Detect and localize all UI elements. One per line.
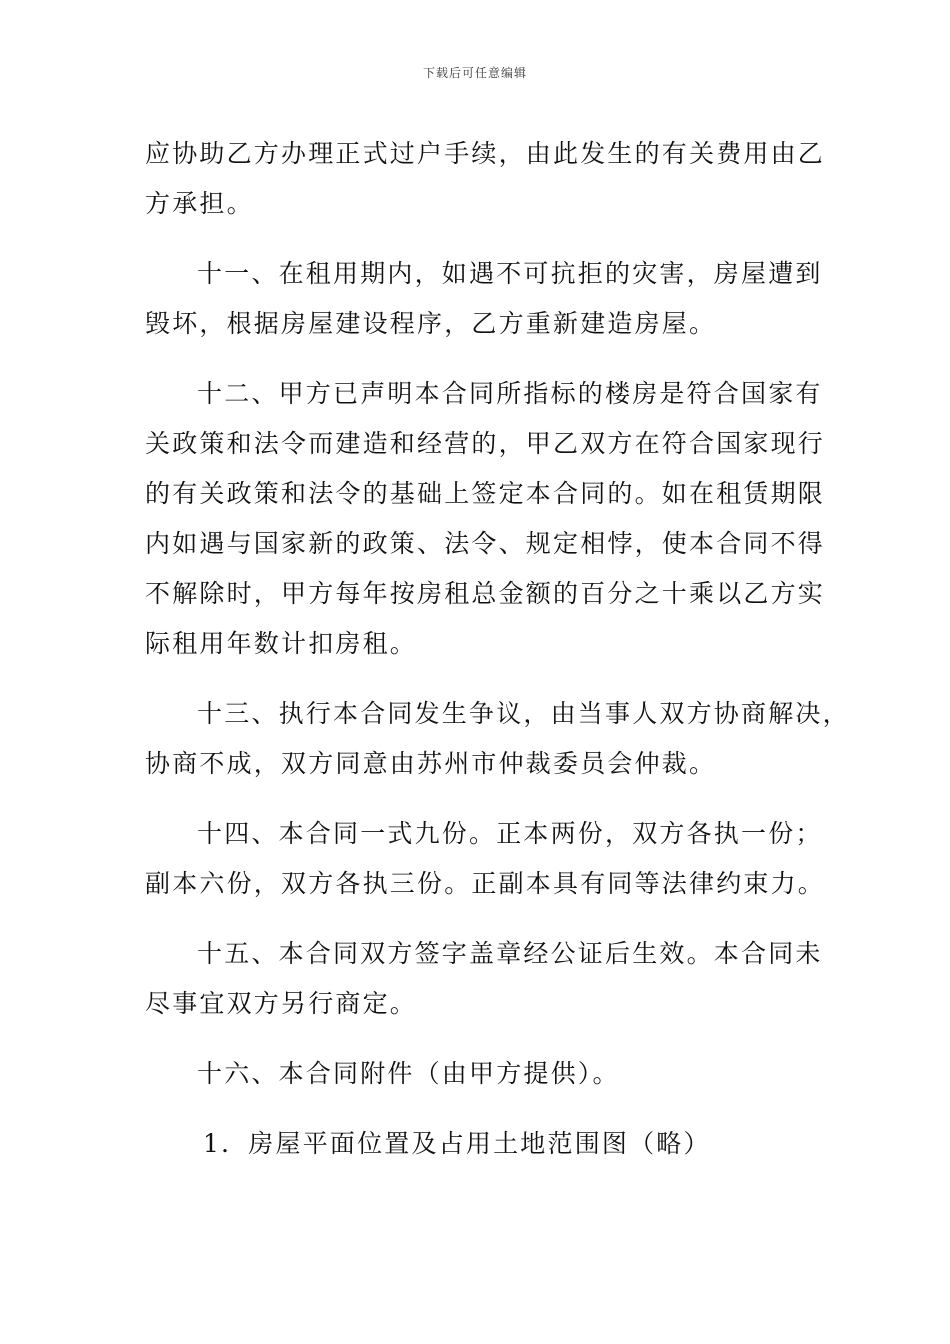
paragraph-continuation [145,129,826,229]
clause-12 [145,369,826,669]
text-line: 应协助乙方办理正式过户手续，由此发生的有关费用由乙 [145,139,826,168]
page-header: 下载后可任意编辑 [422,66,527,80]
text-line: 十四、本合同一式九份。正本两份，双方各执一份； [197,819,823,848]
text-line: 十五、本合同双方签字盖章经公证后生效。本合同未 [197,939,823,968]
text-line: 十一、在租用期内，如遇不可抗拒的灾害，房屋遭到 [197,259,823,288]
text-line: 副本六份，双方各执三份。正副本具有同等法律约束力。 [145,869,826,898]
text-line: 十三、执行本合同发生争议，由当事人双方协商解决， [197,699,850,728]
clause-15 [145,929,823,1029]
text-line: 的有关政策和法令的基础上签定本合同的。如在租赁期限 [145,479,826,508]
attachment-item-1 [145,1119,810,1169]
text-line: 毁坏，根据房屋建设程序，乙方重新建造房屋。 [145,309,717,338]
text-line: 际租用年数计扣房租。 [145,629,418,658]
document-body [145,129,850,1189]
clause-13 [145,689,850,789]
text-line: 内如遇与国家新的政策、法令、规定相悖，使本合同不得 [145,529,826,558]
clause-11 [145,249,823,349]
text-line: 尽事宜双方另行商定。 [145,989,418,1018]
text-line: 关政策和法令而建造和经营的，甲乙双方在符合国家现行 [145,429,826,458]
text-line: 1．房屋平面位置及占用土地范围图（略） [203,1129,711,1158]
text-line: 十二、甲方已声明本合同所指标的楼房是符合国家有 [197,379,823,408]
clause-16 [145,1049,810,1099]
text-line: 方承担。 [145,189,254,218]
text-line: 十六、本合同附件（由甲方提供）。 [197,1059,620,1088]
text-line: 协商不成，双方同意由苏州市仲裁委员会仲裁。 [145,749,717,778]
clause-14 [145,809,826,909]
text-line: 不解除时，甲方每年按房租总金额的百分之十乘以乙方实 [145,579,826,608]
